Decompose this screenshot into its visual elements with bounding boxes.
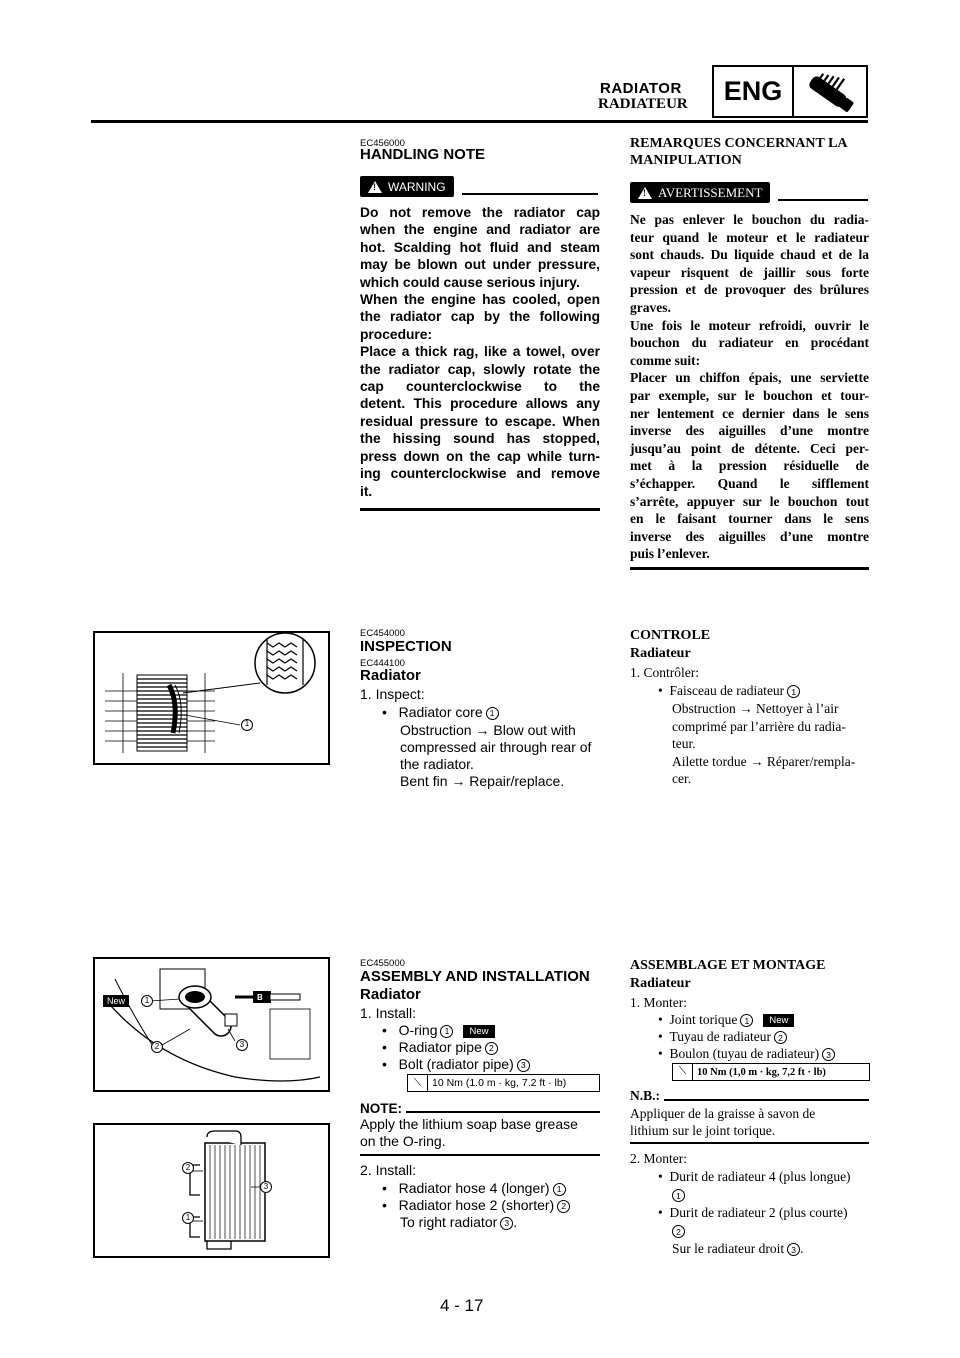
torque-wrench-icon: ⟍ — [673, 1064, 693, 1080]
torque-value: 10 Nm (1.0 m · kg, 7.2 ft · lb) — [432, 1077, 567, 1089]
to-right-radiator-fr: Sur le radiateur droit 3 . — [672, 1241, 804, 1256]
warning-end-rule — [360, 508, 600, 511]
warning-text-en — [360, 204, 600, 500]
note-line-1-en: Apply the lithium soap base grease — [360, 1116, 578, 1132]
note-line-1-fr: Appliquer de la graisse à savon de — [630, 1106, 816, 1121]
callout-1: 1 — [440, 1025, 453, 1038]
text-line: jusqu’au point de détente. Ceci per- — [630, 440, 869, 456]
callout-3: 3 — [500, 1217, 513, 1230]
callout-1: 1 — [486, 707, 499, 720]
text-line: teur. — [672, 736, 696, 751]
callout-line — [672, 1186, 685, 1204]
text-line: Do not remove the radiator cap — [360, 205, 600, 220]
fig-label-1: 1 — [144, 996, 150, 1005]
section-code: EC455000 — [360, 958, 405, 969]
install-durit4-fr: • Durit de radiateur 4 (plus longue) — [658, 1169, 851, 1184]
text-line: sont chauds. Du liquide chaud et de la — [630, 247, 869, 263]
text-line: met à la pression résiduelle de — [630, 458, 869, 474]
note-line-2-en: on the O-ring. — [360, 1133, 446, 1149]
torque-wrench-icon: ⟍ — [408, 1075, 428, 1091]
to-right-radiator-en: To right radiator 3 . — [400, 1214, 518, 1230]
install-item-oring-en: • O-ring 1 New — [382, 1022, 495, 1039]
warning-rule-fr — [778, 199, 868, 201]
text-line: press down on the cap while turn- — [360, 448, 600, 464]
text-line: comme suit: — [630, 352, 701, 368]
callout-2: 2 — [672, 1225, 685, 1238]
inspect-details-en — [400, 722, 600, 790]
warning-header-en — [360, 176, 598, 197]
text-line: the radiator. — [400, 756, 474, 772]
install-item-tuyau-fr: • Tuyau de radiateur 2 — [658, 1028, 787, 1046]
install-durit2-fr: • Durit de radiateur 2 (plus courte) — [658, 1205, 848, 1220]
text-line: graves. — [630, 299, 671, 315]
chapter-badge — [712, 65, 868, 118]
handling-title-fr-2: MANIPULATION — [630, 153, 742, 168]
torque-value: 10 Nm (1,0 m · kg, 7,2 ft · lb) — [697, 1066, 826, 1078]
text-line: cap counterclockwise to the — [360, 379, 600, 395]
note-rule — [406, 1111, 600, 1113]
engine-wrench-icon — [794, 67, 866, 116]
inspect-details-fr — [672, 700, 869, 788]
to-right-text: Sur le radiateur droit — [672, 1241, 785, 1256]
callout-2: 2 — [485, 1042, 498, 1055]
callout-2: 2 — [557, 1200, 570, 1213]
callout-1: 1 — [553, 1183, 566, 1196]
text-line: ner lentement ce dernier dans le sens — [630, 405, 869, 421]
note-header-fr — [630, 1088, 869, 1104]
new-part-tag: New — [463, 1025, 494, 1038]
callout-line — [672, 1222, 685, 1240]
install-item-joint-fr: • Joint torique 1 New — [658, 1011, 794, 1029]
item-text: O-ring — [398, 1022, 438, 1038]
text-line: Une fois le moteur refroidi, ouvrir le — [630, 317, 869, 333]
text-line: cer. — [672, 771, 692, 786]
text-line: pression et de provoquer des brûlures — [630, 282, 869, 298]
inspect-bullet-en: • Radiator core 1 — [382, 704, 499, 721]
fig-label-1: 1 — [244, 719, 250, 728]
item-text: Radiator pipe — [398, 1039, 482, 1055]
text-line: Bent fin → Repair/replace. — [400, 773, 565, 789]
text-line: When the engine has cooled, open — [360, 292, 600, 308]
text-line: residual pressure to escape. When — [360, 413, 600, 429]
install-item-boulon-fr: • Boulon (tuyau de radiateur) 3 — [658, 1045, 835, 1063]
text-line: s’arrête, appuyer sur le bouchon tout — [630, 493, 869, 509]
text-line: Ne pas enlever le bouchon du radia- — [630, 212, 869, 227]
inspection-title-fr: CONTROLE — [630, 628, 711, 643]
to-right-text: To right radiator — [400, 1214, 498, 1230]
assembly-sub-fr: Radiateur — [630, 976, 691, 991]
text-line: the radiator cap, slowly rotate the — [360, 361, 600, 377]
text-line: may be blown out under pressure, — [360, 257, 600, 273]
note-rule — [664, 1099, 869, 1101]
note-line-2-fr: lithium sur le joint torique. — [630, 1123, 776, 1138]
item-text: Radiator hose 2 (shorter) — [398, 1197, 555, 1213]
fig-label-2: 2 — [185, 1163, 191, 1172]
callout-1: 1 — [787, 685, 800, 698]
oring-pipe-figure — [93, 957, 330, 1092]
item-text: Durit de radiateur 2 (plus courte) — [669, 1205, 848, 1220]
inspection-sub-fr: Radiateur — [630, 646, 691, 661]
note-label: NOTE: — [360, 1101, 402, 1116]
text-line: Obstruction → Nettoyer à l’air — [672, 701, 839, 716]
fig-label-2: 2 — [154, 1042, 160, 1051]
callout-1: 1 — [672, 1189, 685, 1202]
note-label: N.B.: — [630, 1088, 660, 1103]
handling-title-fr-1: REMARQUES CONCERNANT LA — [630, 136, 848, 151]
text-line: Place a thick rag, like a towel, over — [360, 344, 600, 360]
inspection-sub-en: Radiator — [360, 667, 421, 684]
text-line: which could cause serious injury. — [360, 274, 580, 290]
header-rule — [91, 120, 868, 123]
warning-triangle-icon: ! — [368, 181, 382, 193]
section-title-en: RADIATOR — [600, 80, 682, 97]
text-line: the hissing sound has stopped, — [360, 431, 600, 447]
item-text: Bolt (radiator pipe) — [398, 1056, 514, 1072]
page-number: 4 - 17 — [440, 1296, 484, 1315]
text-line: par exemple, sur le bouchon et tour- — [630, 387, 869, 403]
warning-label: WARNING — [388, 179, 446, 194]
callout-3: 3 — [822, 1048, 835, 1061]
item-text: Boulon (tuyau de radiateur) — [669, 1046, 820, 1061]
text-line: s’échapper. Quand le sifflement — [630, 475, 869, 491]
text-line: en le faisant tourner dans le sens — [630, 511, 869, 527]
new-part-tag: New — [763, 1014, 794, 1027]
warning-end-rule-fr — [630, 567, 869, 570]
install-step2-en: 2. Install: — [360, 1162, 417, 1178]
fig-new-tag: New — [103, 995, 129, 1007]
install-hose4-en: • Radiator hose 4 (longer) 1 — [382, 1180, 566, 1197]
callout-3: 3 — [787, 1243, 800, 1256]
install-hose2-en: • Radiator hose 2 (shorter) 2 — [382, 1197, 570, 1214]
assembly-title-en: ASSEMBLY AND INSTALLATION — [360, 968, 590, 985]
inspect-bullet-fr: • Faisceau de radiateur 1 — [658, 682, 800, 700]
handling-title-en: HANDLING NOTE — [360, 146, 485, 163]
warning-triangle-icon: ! — [638, 187, 652, 199]
callout-2: 2 — [774, 1031, 787, 1044]
install-step1-en: 1. Install: — [360, 1005, 417, 1021]
torque-spec-en — [407, 1074, 600, 1092]
text-line: Placer un chiffon épais, une serviette — [630, 370, 869, 386]
fig-label-3: 3 — [239, 1040, 245, 1049]
warning-label-fr: AVERTISSEMENT — [658, 184, 763, 200]
fig-grease-b: B — [257, 993, 263, 1002]
item-text: Durit de radiateur 4 (plus longue) — [669, 1169, 851, 1184]
text-line: comprimé par l’arrière du radia- — [672, 718, 846, 734]
text-line: hot. Scalding hot fluid and steam — [360, 239, 600, 255]
warning-rule — [462, 193, 598, 195]
assembly-title-fr: ASSEMBLAGE ET MONTAGE — [630, 958, 826, 973]
item-text: Tuyau de radiateur — [669, 1029, 771, 1044]
inspect-step-fr: 1. Contrôler: — [630, 665, 699, 680]
section-title-fr: RADIATEUR — [598, 96, 688, 112]
install-step2-fr: 2. Monter: — [630, 1151, 687, 1166]
text-line: bouchon du radiateur en procédant — [630, 335, 869, 351]
warning-text-fr — [630, 211, 869, 563]
bullet-text: Radiator core — [398, 704, 483, 720]
chapter-label: ENG — [714, 67, 794, 116]
assembly-sub-en: Radiator — [360, 986, 421, 1003]
text-line: vapeur risquent de jaillir sous forte — [630, 264, 869, 280]
text-line: inverse des aiguilles d’une montre — [630, 528, 869, 544]
text-line: teur quand le moteur et le radiateur — [630, 229, 869, 245]
note-header-en — [360, 1101, 600, 1116]
warning-badge-fr — [630, 182, 770, 203]
note-end-rule — [360, 1154, 600, 1156]
section-code: EC454000 — [360, 628, 405, 639]
sub-code: EC444100 — [360, 658, 405, 669]
text-line: it. — [360, 483, 373, 499]
torque-spec-fr — [672, 1063, 870, 1081]
text-line: inverse des aiguilles d’une montre — [630, 423, 869, 439]
text-line: procedure: — [360, 326, 433, 342]
callout-3: 3 — [517, 1059, 530, 1072]
text-line: the radiator cap by the following — [360, 309, 600, 325]
text-line: when the engine and radiator are — [360, 222, 600, 238]
item-text: Joint torique — [669, 1012, 738, 1027]
bullet-text-fr: Faisceau de radiateur — [669, 683, 785, 698]
callout-1: 1 — [740, 1014, 753, 1027]
text-line: ing counterclockwise and remove — [360, 466, 600, 482]
fig-label-1: 1 — [185, 1213, 191, 1222]
note-end-rule — [630, 1142, 869, 1144]
radiator-core-figure — [93, 631, 330, 765]
text-line: Obstruction → Blow out with — [400, 722, 576, 738]
section-code: EC456000 — [360, 138, 405, 149]
text-line: puis l’enlever. — [630, 546, 710, 562]
radiator-hose-figure — [93, 1123, 330, 1258]
text-line: compressed air through rear of — [400, 739, 592, 755]
item-text: Radiator hose 4 (longer) — [398, 1180, 550, 1196]
inspection-title-en: INSPECTION — [360, 638, 452, 655]
text-line: detent. This procedure allows any — [360, 396, 600, 412]
fig-label-3: 3 — [263, 1182, 269, 1191]
text-line: Ailette tordue → Réparer/rempla- — [672, 753, 856, 769]
inspect-step-en: 1. Inspect: — [360, 686, 425, 702]
install-step1-fr: 1. Monter: — [630, 995, 687, 1010]
warning-badge — [360, 176, 454, 197]
warning-header-fr — [630, 182, 868, 203]
install-item-bolt-en: • Bolt (radiator pipe) 3 — [382, 1056, 530, 1073]
install-item-pipe-en: • Radiator pipe 2 — [382, 1039, 498, 1056]
